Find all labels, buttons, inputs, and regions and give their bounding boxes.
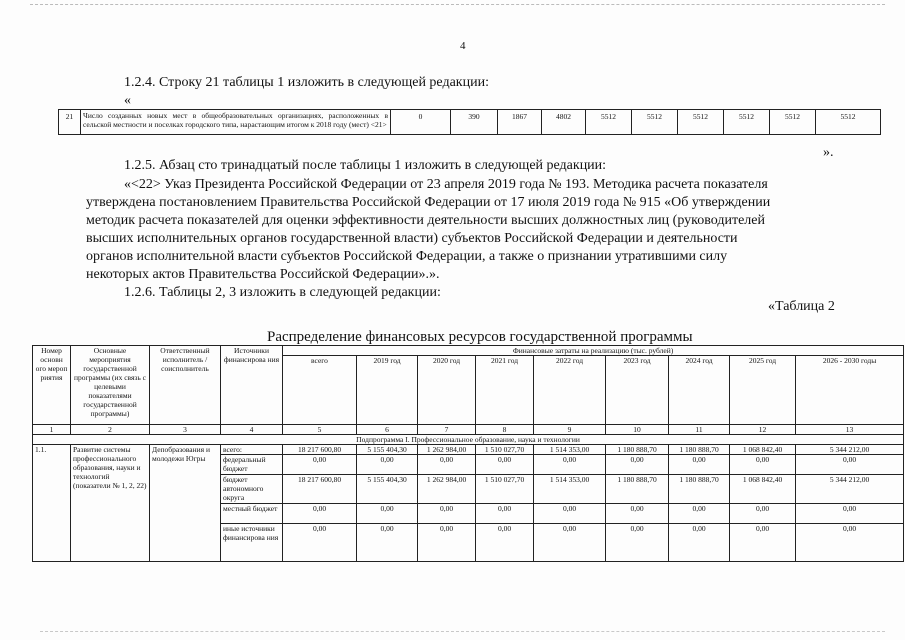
col-number: 12 xyxy=(730,425,796,435)
row21-value: 390 xyxy=(451,110,498,135)
value-cell: 18 217 600,80 xyxy=(283,445,357,455)
financial-resources-table xyxy=(32,345,904,562)
col-number: 11 xyxy=(669,425,730,435)
row21-value: 5512 xyxy=(816,110,881,135)
item-num: 1.1. xyxy=(33,445,71,562)
table-caption: Распределение финансовых ресурсов государственной программы xyxy=(267,329,693,345)
row21-value: 5512 xyxy=(632,110,678,135)
row21-value: 5512 xyxy=(770,110,816,135)
paragraph-line: высших исполнительных органов государственной власти) субъектов Российской Федерации и деятельности xyxy=(86,231,738,246)
paragraph-line: органов исполнительной власти субъектов Российской Федерации, а также о признании утратившими силу xyxy=(86,249,728,264)
scan-edge-bottom xyxy=(40,631,885,632)
row21-value: 5512 xyxy=(586,110,632,135)
value-cell: 0,00 xyxy=(534,455,606,475)
value-cell: 1 180 888,70 xyxy=(606,445,669,455)
header-year: 2026 - 2030 годы xyxy=(796,356,904,425)
col-number: 9 xyxy=(534,425,606,435)
item-responsible: Депобразования и молодежи Югры xyxy=(150,445,221,562)
value-cell: 1 068 842,40 xyxy=(730,445,796,455)
column-number-row xyxy=(33,425,904,435)
value-cell: 1 262 984,00 xyxy=(418,475,476,504)
header-num: Номер основн ого мероп риятия xyxy=(33,346,71,425)
value-cell: 5 344 212,00 xyxy=(796,475,904,504)
row21-value: 5512 xyxy=(678,110,724,135)
value-cell: 0,00 xyxy=(283,504,357,524)
value-cell: 0,00 xyxy=(606,524,669,562)
col-number: 6 xyxy=(357,425,418,435)
col-number: 1 xyxy=(33,425,71,435)
value-cell: 0,00 xyxy=(534,504,606,524)
table1-row21 xyxy=(58,109,881,135)
value-cell: 5 155 404,30 xyxy=(357,445,418,455)
subprogram-title: Подпрограмма I. Профессиональное образование, наука и технологии xyxy=(33,435,904,445)
value-cell: 0,00 xyxy=(534,524,606,562)
source-cell: всего: xyxy=(221,445,283,455)
value-cell: 0,00 xyxy=(796,524,904,562)
value-cell: 0,00 xyxy=(730,455,796,475)
source-cell: иные источники финансирова ния xyxy=(221,524,283,562)
value-cell: 0,00 xyxy=(418,524,476,562)
value-cell: 0,00 xyxy=(476,455,534,475)
row21-value: 4802 xyxy=(542,110,586,135)
value-cell: 0,00 xyxy=(669,455,730,475)
value-cell: 0,00 xyxy=(357,504,418,524)
value-cell: 0,00 xyxy=(606,455,669,475)
value-cell: 0,00 xyxy=(476,524,534,562)
value-cell: 0,00 xyxy=(418,455,476,475)
header-activity: Основные мероприятия государственной программы (их связь с целевыми показателями государственной программы) xyxy=(71,346,150,425)
header-year: 2024 год xyxy=(669,356,730,425)
col-number: 10 xyxy=(606,425,669,435)
header-year: 2021 год xyxy=(476,356,534,425)
row21-value: 1867 xyxy=(498,110,542,135)
scan-edge-top xyxy=(30,4,885,5)
value-cell: 0,00 xyxy=(796,455,904,475)
header-responsible: Ответственный исполнитель / соисполнитель xyxy=(150,346,221,425)
value-cell: 0,00 xyxy=(418,504,476,524)
value-cell: 1 068 842,40 xyxy=(730,475,796,504)
value-cell: 0,00 xyxy=(476,504,534,524)
section-125-heading: 1.2.5. Абзац сто тринадцатый после таблицы 1 изложить в следующей редакции: xyxy=(124,158,607,173)
value-cell: 0,00 xyxy=(730,524,796,562)
value-cell: 1 180 888,70 xyxy=(606,475,669,504)
col-number: 4 xyxy=(221,425,283,435)
value-cell: 0,00 xyxy=(730,504,796,524)
header-year: 2025 год xyxy=(730,356,796,425)
source-cell: федеральный бюджет xyxy=(221,455,283,475)
col-number: 2 xyxy=(71,425,150,435)
value-cell: 0,00 xyxy=(669,524,730,562)
paragraph-line: «<22> Указ Президента Российской Федерации от 23 апреля 2019 года № 193. Методика расчета показателя xyxy=(124,177,768,192)
header-costs-group: Финансовые затраты на реализацию (тыс. рублей) xyxy=(283,346,904,356)
header-source: Источники финансирова ния xyxy=(221,346,283,425)
col-number: 7 xyxy=(418,425,476,435)
value-cell: 0,00 xyxy=(283,455,357,475)
col-number: 5 xyxy=(283,425,357,435)
source-cell: местный бюджет xyxy=(221,504,283,524)
row21-value: 5512 xyxy=(724,110,770,135)
paragraph-line: некоторых актов Правительства Российской Федерации».». xyxy=(86,267,440,282)
value-cell: 18 217 600,80 xyxy=(283,475,357,504)
col-number: 13 xyxy=(796,425,904,435)
subprogram-row xyxy=(33,435,904,445)
table-row xyxy=(33,445,904,455)
value-cell: 0,00 xyxy=(357,524,418,562)
value-cell: 0,00 xyxy=(606,504,669,524)
value-cell: 1 510 027,70 xyxy=(476,445,534,455)
value-cell: 1 514 353,00 xyxy=(534,475,606,504)
section-124-heading: 1.2.4. Строку 21 таблицы 1 изложить в следующей редакции: xyxy=(124,75,489,90)
close-quote: ». xyxy=(823,145,834,160)
header-year: 2023 год xyxy=(606,356,669,425)
value-cell: 5 155 404,30 xyxy=(357,475,418,504)
item-activity: Развитие системы профессионального образования, науки и технологий (показатели № 1, 2, 22) xyxy=(71,445,150,562)
section-125-paragraph xyxy=(86,176,842,284)
table-2-label: «Таблица 2 xyxy=(768,299,835,314)
col-number: 3 xyxy=(150,425,221,435)
row21-num: 21 xyxy=(59,110,81,135)
source-cell: бюджет автономного округа xyxy=(221,475,283,504)
value-cell: 0,00 xyxy=(283,524,357,562)
col-number: 8 xyxy=(476,425,534,435)
value-cell: 1 180 888,70 xyxy=(669,475,730,504)
header-year: 2020 год xyxy=(418,356,476,425)
value-cell: 1 514 353,00 xyxy=(534,445,606,455)
value-cell: 1 180 888,70 xyxy=(669,445,730,455)
header-row xyxy=(33,346,904,356)
value-cell: 0,00 xyxy=(357,455,418,475)
header-year: всего xyxy=(283,356,357,425)
paragraph-line: утверждена постановлением Правительства Российской Федерации от 17 июля 2019 года № 915 «Об утверждении xyxy=(86,195,771,210)
value-cell: 1 510 027,70 xyxy=(476,475,534,504)
value-cell: 0,00 xyxy=(796,504,904,524)
value-cell: 5 344 212,00 xyxy=(796,445,904,455)
row21-value: 0 xyxy=(391,110,451,135)
header-year: 2019 год xyxy=(357,356,418,425)
section-126-heading: 1.2.6. Таблицы 2, 3 изложить в следующей редакции: xyxy=(124,285,441,300)
value-cell: 1 262 984,00 xyxy=(418,445,476,455)
value-cell: 0,00 xyxy=(669,504,730,524)
open-quote: « xyxy=(124,93,131,108)
page-number: 4 xyxy=(460,40,466,52)
header-year: 2022 год xyxy=(534,356,606,425)
paragraph-line: методик расчета показателей для оценки эффективности деятельности высших должностных лиц (руководителей xyxy=(86,213,765,228)
row21-description: Число созданных новых мест в общеобразовательных организациях, расположенных в сельской местности и поселках городского типа, нарастающим итогом к 2018 году (мест) <21> xyxy=(81,110,391,135)
